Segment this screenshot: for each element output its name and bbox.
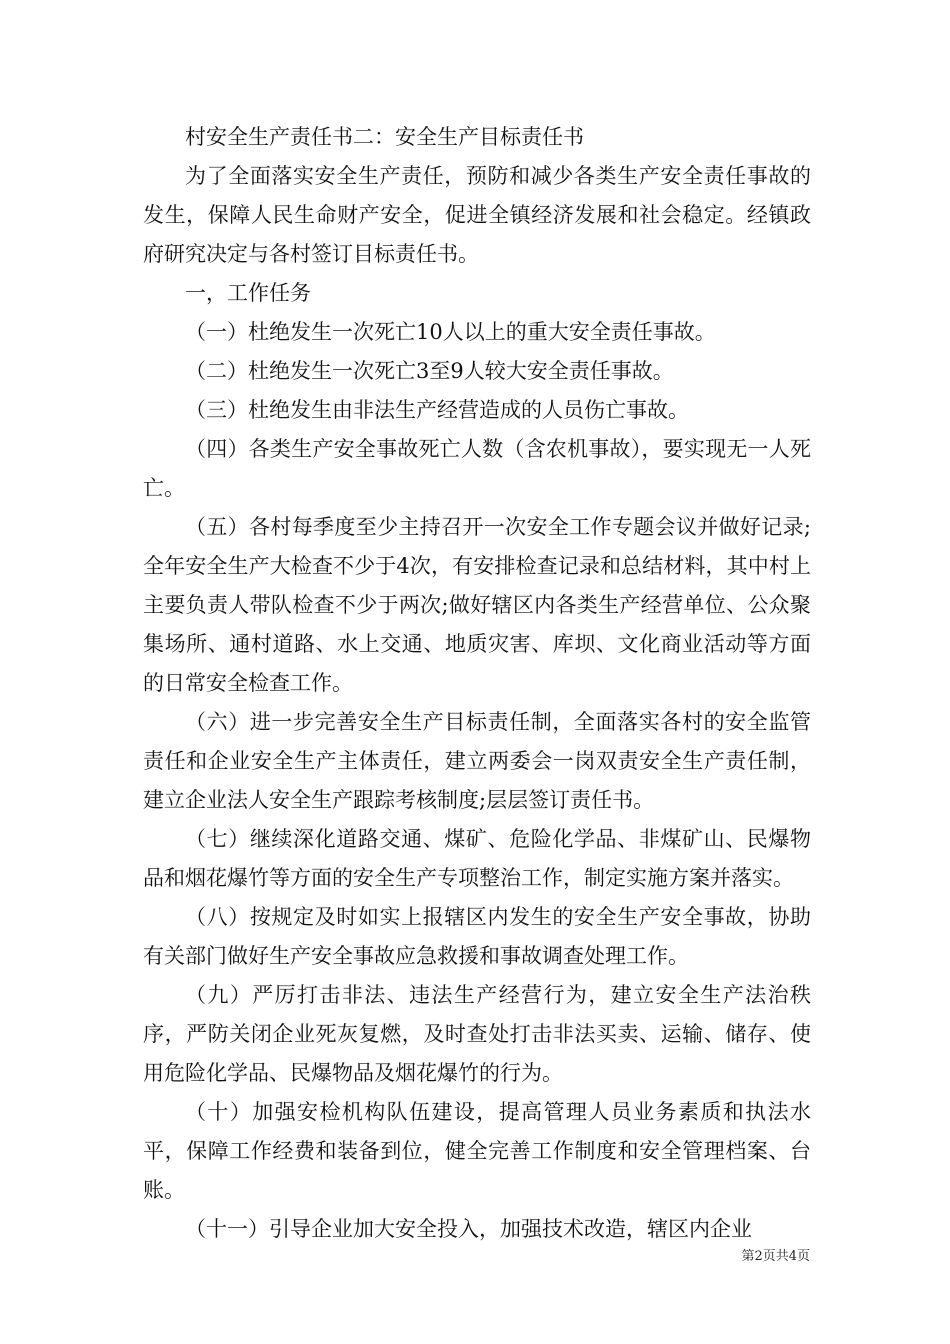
task-item-6: （六）进一步完善安全生产目标责任制，全面落实各村的安全监管责任和企业安全生产主体责任，建立两委会一岗双责安全生产责任制，建立企业法人安全生产跟踪考核制度;层层签订责任书。	[143, 710, 811, 812]
page-number-footer: 第2页共4页	[741, 1249, 810, 1264]
task-item-11: （十一）引导企业加大安全投入，加强技术改造，辖区内企业	[185, 1217, 752, 1241]
task-item-7: （七）继续深化道路交通、煤矿、危险化学品、非煤矿山、民爆物品和烟花爆竹等方面的安全生产专项整治工作，制定实施方案并落实。	[143, 827, 811, 890]
task-item-5: （五）各村每季度至少主持召开一次安全工作专题会议并做好记录;全年安全生产大检查不少于4次，有安排检查记录和总结材料，其中村上主要负责人带队检查不少于两次;做好辖区内各类生产经营单位、公众聚集场所、通村道路、水上交通、地质灾害、库坝、文化商业活动等方面的日常安全检查工作。	[143, 515, 811, 695]
intro-paragraph: 为了全面落实安全生产责任，预防和减少各类生产安全责任事故的发生，保障人民生命财产安全，促进全镇经济发展和社会稳定。经镇政府研究决定与各村签订目标责任书。	[143, 164, 811, 266]
document-title: 村安全生产责任书二：安全生产目标责任书	[185, 125, 584, 149]
section-heading-tasks: 一，工作任务	[185, 281, 311, 305]
document-body	[143, 118, 811, 1249]
task-item-4: （四）各类生产安全事故死亡人数（含农机事故），要实现无一人死亡。	[143, 437, 811, 500]
task-item-3: （三）杜绝发生由非法生产经营造成的人员伤亡事故。	[185, 398, 689, 422]
task-item-1: （一）杜绝发生一次死亡10人以上的重大安全责任事故。	[185, 320, 716, 344]
task-item-9: （九）严厉打击非法、违法生产经营行为，建立安全生产法治秩序，严防关闭企业死灰复燃，及时查处打击非法买卖、运输、储存、使用危险化学品、民爆物品及烟花爆竹的行为。	[143, 983, 811, 1085]
task-item-10: （十）加强安检机构队伍建设，提高管理人员业务素质和执法水平，保障工作经费和装备到位，健全完善工作制度和安全管理档案、台账。	[143, 1100, 811, 1202]
task-item-8: （八）按规定及时如实上报辖区内发生的安全生产安全事故，协助有关部门做好生产安全事故应急救援和事故调查处理工作。	[143, 905, 811, 968]
task-item-2: （二）杜绝发生一次死亡3至9人较大安全责任事故。	[185, 359, 674, 383]
